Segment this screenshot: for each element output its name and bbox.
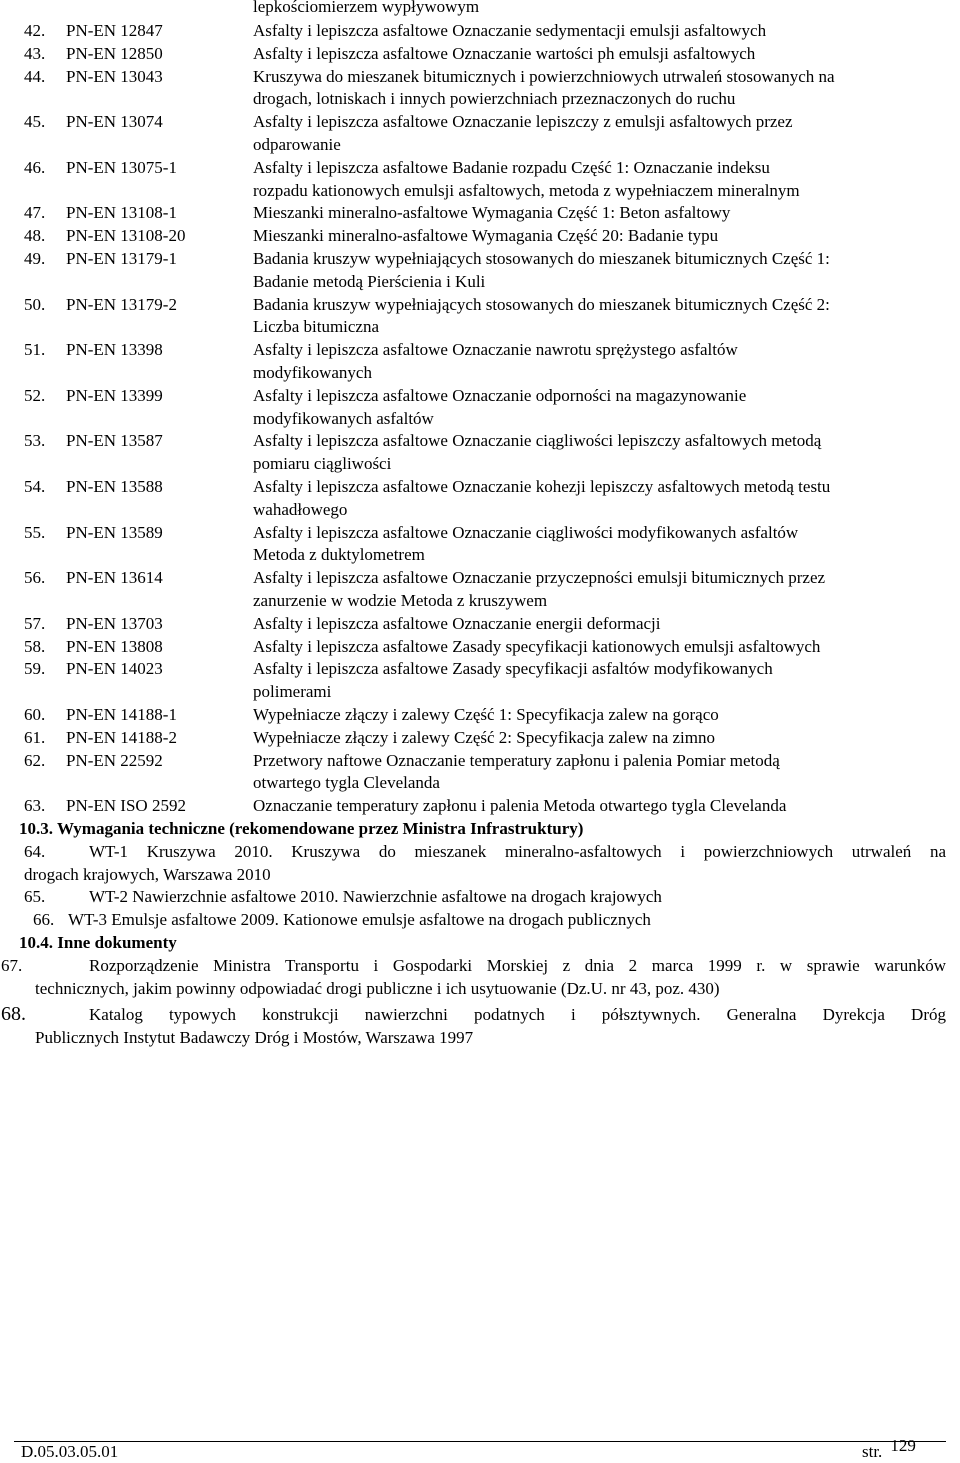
standard-code: PN-EN 14188-1 bbox=[66, 704, 177, 724]
item-number: 67. bbox=[1, 956, 23, 975]
standard-title: modyfikowanych asfaltów bbox=[253, 408, 434, 428]
standard-row bbox=[24, 157, 954, 180]
standard-number: 62. bbox=[24, 750, 46, 770]
standard-row bbox=[24, 339, 954, 362]
item-number: 65. bbox=[24, 887, 46, 906]
standard-row bbox=[24, 20, 954, 43]
standard-code bbox=[66, 316, 253, 339]
standard-number: 46. bbox=[24, 157, 46, 177]
standard-row-continued bbox=[24, 772, 954, 795]
standard-number: 51. bbox=[24, 340, 46, 360]
standard-number: 50. bbox=[24, 294, 46, 314]
standard-number: 61. bbox=[24, 727, 46, 747]
list-item-68 bbox=[1, 1003, 946, 1050]
standard-title: Asfalty i lepiszcza asfaltowe Zasady specyfikacji kationowych emulsji asfaltowych bbox=[253, 636, 821, 656]
standard-code: PN-EN 12847 bbox=[66, 21, 163, 40]
standard-title: Badania kruszyw wypełniających stosowanych do mieszanek bitumicznych Część 2: bbox=[253, 294, 830, 314]
item-text: WT-2 Nawierzchnie asfaltowe 2010. Nawierzchnie asfaltowe na drogach krajowych bbox=[89, 887, 662, 906]
standard-code bbox=[66, 772, 253, 795]
standard-code: PN-EN 13703 bbox=[66, 613, 163, 633]
standard-row bbox=[24, 111, 954, 134]
standard-title: Asfalty i lepiszcza asfaltowe Oznaczanie sedymentacji emulsji asfaltowych bbox=[253, 21, 767, 40]
list-item-67 bbox=[1, 955, 946, 1001]
standard-code bbox=[66, 134, 253, 157]
item-text-continued: Publicznych Instytut Badawczy Dróg i Mostów, Warszawa 1997 bbox=[35, 1027, 474, 1047]
standard-number bbox=[24, 88, 66, 111]
standard-row-continued bbox=[24, 590, 954, 613]
standard-row bbox=[24, 658, 954, 681]
standard-number bbox=[24, 499, 66, 522]
standard-number bbox=[24, 408, 66, 431]
standard-title: Asfalty i lepiszcza asfaltowe Oznaczanie przyczepności emulsji bitumicznych przez bbox=[253, 568, 826, 588]
item-text: WT-1 Kruszywa 2010. Kruszywa do mieszanek mineralno-asfaltowych i powierzchniowych utrwaleń na bbox=[89, 842, 946, 861]
item-number: 64. bbox=[24, 842, 46, 861]
item-text: Rozporządzenie Ministra Transportu i Gospodarki Morskiej z dnia 2 marca 1999 r. w sprawie warunków bbox=[89, 956, 946, 975]
standard-row bbox=[24, 248, 954, 271]
standard-row-continued bbox=[24, 453, 954, 476]
standard-row bbox=[24, 567, 954, 590]
standard-code bbox=[66, 590, 253, 613]
list-item-64 bbox=[24, 841, 946, 886]
standard-code: PN-EN 13589 bbox=[66, 522, 163, 542]
standard-title: Asfalty i lepiszcza asfaltowe Oznaczanie ciągliwości lepiszczy asfaltowych metodą bbox=[253, 431, 822, 451]
standard-number: 55. bbox=[24, 522, 46, 542]
page-label: str. bbox=[862, 1442, 883, 1461]
standard-row bbox=[24, 476, 954, 499]
standard-number: 63. bbox=[24, 796, 46, 816]
standard-title: Asfalty i lepiszcza asfaltowe Oznaczanie energii deformacji bbox=[253, 613, 661, 633]
standard-title: Asfalty i lepiszcza asfaltowe Oznaczanie nawrotu sprężystego asfaltów bbox=[253, 340, 738, 360]
item-text: Katalog typowych konstrukcji nawierzchni podatnych i półsztywnych. Generalna Dyrekcja Dróg bbox=[89, 1005, 946, 1024]
standard-row-continued bbox=[24, 408, 954, 431]
standard-row-continued bbox=[24, 88, 954, 111]
standard-row bbox=[24, 385, 954, 408]
standard-title: Asfalty i lepiszcza asfaltowe Oznaczanie kohezji lepiszczy asfaltowych metodą testu bbox=[253, 476, 831, 496]
footer-doc-code: D.05.03.05.01 bbox=[21, 1442, 119, 1461]
footer-rule bbox=[14, 1441, 946, 1442]
standard-row bbox=[24, 704, 954, 727]
standard-code: PN-EN 13074 bbox=[66, 112, 163, 132]
standard-row bbox=[24, 613, 954, 636]
standard-title: Oznaczanie temperatury zapłonu i palenia Metoda otwartego tygla Clevelanda bbox=[253, 796, 787, 816]
standard-number bbox=[24, 362, 66, 385]
standard-row bbox=[24, 636, 954, 659]
standard-code: PN-EN 13808 bbox=[66, 636, 163, 656]
item-text-continued: drogach krajowych, Warszawa 2010 bbox=[24, 864, 271, 884]
standard-number: 53. bbox=[24, 431, 46, 451]
standard-code bbox=[66, 544, 253, 567]
standard-code: PN-EN 13587 bbox=[66, 431, 163, 451]
standard-number bbox=[24, 681, 66, 704]
section-heading-other: 10.4. Inne dokumenty bbox=[19, 933, 177, 952]
standard-title: Asfalty i lepiszcza asfaltowe Oznaczanie lepiszczy z emulsji asfaltowych przez bbox=[253, 112, 793, 132]
standard-title: Badanie metodą Pierścienia i Kuli bbox=[253, 271, 486, 291]
standard-number: 42. bbox=[24, 21, 46, 40]
list-item-66 bbox=[24, 909, 946, 932]
standard-code: PN-EN 14023 bbox=[66, 659, 163, 679]
standard-code bbox=[66, 180, 253, 203]
standard-number bbox=[24, 180, 66, 203]
standard-code: PN-EN 14188-2 bbox=[66, 727, 177, 747]
standard-number: 56. bbox=[24, 568, 46, 588]
standard-number: 45. bbox=[24, 112, 46, 132]
standard-row bbox=[24, 430, 954, 453]
standard-code: PN-EN 13108-1 bbox=[66, 203, 177, 223]
standard-code: PN-EN 13108-20 bbox=[66, 226, 186, 246]
standard-code bbox=[66, 362, 253, 385]
standard-row-continued bbox=[24, 180, 954, 203]
standards-list bbox=[24, 20, 954, 818]
standard-title: Wypełniacze złączy i zalewy Część 1: Specyfikacja zalew na gorąco bbox=[253, 704, 719, 724]
standard-title: odparowanie bbox=[253, 134, 341, 154]
standard-code: PN-EN 13179-1 bbox=[66, 248, 177, 268]
standard-number: 59. bbox=[24, 659, 46, 679]
standard-title: Mieszanki mineralno-asfaltowe Wymagania Część 1: Beton asfaltowy bbox=[253, 203, 731, 223]
standard-row-continued bbox=[24, 316, 954, 339]
section-heading-technical: 10.3. Wymagania techniczne (rekomendowane przez Ministra Infrastruktury) bbox=[19, 819, 584, 838]
standard-code: PN-EN ISO 2592 bbox=[66, 796, 186, 816]
standard-row-continued bbox=[24, 362, 954, 385]
standard-title: wahadłowego bbox=[253, 499, 348, 519]
list-item-65 bbox=[24, 886, 946, 909]
standard-number: 48. bbox=[24, 226, 46, 246]
item-text: WT-3 Emulsje asfaltowe 2009. Kationowe emulsje asfaltowe na drogach publicznych bbox=[68, 910, 651, 929]
standard-row bbox=[24, 522, 954, 545]
standard-title: Przetwory naftowe Oznaczanie temperatury zapłonu i palenia Pomiar metodą bbox=[253, 750, 780, 770]
continuation-line: lepkościomierzem wypływowym bbox=[253, 0, 480, 16]
standard-number bbox=[24, 316, 66, 339]
standard-number: 49. bbox=[24, 248, 46, 268]
standard-title: modyfikowanych bbox=[253, 362, 372, 382]
standard-code bbox=[66, 499, 253, 522]
standard-row-continued bbox=[24, 681, 954, 704]
standard-row-continued bbox=[24, 271, 954, 294]
standard-row-continued bbox=[24, 134, 954, 157]
standard-code: PN-EN 13179-2 bbox=[66, 294, 177, 314]
standard-code: PN-EN 13399 bbox=[66, 385, 163, 405]
standard-title: Wypełniacze złączy i zalewy Część 2: Specyfikacja zalew na zimno bbox=[253, 727, 715, 747]
standard-number: 54. bbox=[24, 476, 46, 496]
standard-row bbox=[24, 294, 954, 317]
standard-row-continued bbox=[24, 499, 954, 522]
standard-row-continued bbox=[24, 544, 954, 567]
standard-number: 58. bbox=[24, 636, 46, 656]
standard-code bbox=[66, 408, 253, 431]
standard-number: 47. bbox=[24, 203, 46, 223]
standard-title: Kruszywa do mieszanek bitumicznych i powierzchniowych utrwaleń stosowanych na bbox=[253, 66, 835, 86]
standard-title: pomiaru ciągliwości bbox=[253, 454, 392, 474]
standard-code bbox=[66, 453, 253, 476]
standard-number bbox=[24, 134, 66, 157]
standard-title: Asfalty i lepiszcza asfaltowe Oznaczanie ciągliwości modyfikowanych asfaltów bbox=[253, 522, 799, 542]
standard-title: Asfalty i lepiszcza asfaltowe Oznaczanie wartości ph emulsji asfaltowych bbox=[253, 43, 756, 63]
standard-code: PN-EN 13588 bbox=[66, 476, 163, 496]
standard-row bbox=[24, 795, 954, 818]
standard-title: polimerami bbox=[253, 682, 332, 702]
standard-row bbox=[24, 225, 954, 248]
standard-title: Asfalty i lepiszcza asfaltowe Zasady specyfikacji asfaltów modyfikowanych bbox=[253, 659, 773, 679]
item-text-continued: technicznych, jakim powinny odpowiadać drogi publiczne i ich usytuowanie (Dz.U. nr 43, poz. 430) bbox=[35, 978, 720, 998]
standard-code bbox=[66, 681, 253, 704]
standard-title: Liczba bitumiczna bbox=[253, 317, 380, 337]
standard-row bbox=[24, 202, 954, 225]
standard-title: zanurzenie w wodzie Metoda z kruszywem bbox=[253, 590, 548, 610]
standard-title: Metoda z duktylometrem bbox=[253, 545, 425, 565]
standard-title: drogach, lotniskach i innych powierzchniach przeznaczonych do ruchu bbox=[253, 89, 736, 109]
item-number: 66. bbox=[33, 910, 55, 929]
standard-code: PN-EN 13043 bbox=[66, 66, 163, 86]
standard-title: otwartego tygla Clevelanda bbox=[253, 773, 440, 793]
standard-row bbox=[24, 66, 954, 89]
standard-number: 57. bbox=[24, 613, 46, 633]
standard-code: PN-EN 13614 bbox=[66, 568, 163, 588]
standard-title: Asfalty i lepiszcza asfaltowe Badanie rozpadu Część 1: Oznaczanie indeksu bbox=[253, 157, 770, 177]
standard-code: PN-EN 22592 bbox=[66, 750, 163, 770]
standard-code: PN-EN 13398 bbox=[66, 340, 163, 360]
standard-row bbox=[24, 43, 954, 66]
standard-number: 44. bbox=[24, 66, 46, 86]
standard-row bbox=[24, 750, 954, 773]
standard-row bbox=[24, 727, 954, 750]
standard-number bbox=[24, 590, 66, 613]
standard-code: PN-EN 12850 bbox=[66, 43, 163, 63]
standard-title: Asfalty i lepiszcza asfaltowe Oznaczanie odporności na magazynowanie bbox=[253, 385, 747, 405]
standard-code bbox=[66, 271, 253, 294]
standard-code: PN-EN 13075-1 bbox=[66, 157, 177, 177]
item-number: 68. bbox=[1, 1003, 26, 1025]
footer-page bbox=[862, 1436, 916, 1461]
standard-number: 60. bbox=[24, 704, 46, 724]
standard-title: rozpadu kationowych emulsji asfaltowych, metoda z wypełniaczem mineralnym bbox=[253, 180, 800, 200]
page-number: 129 bbox=[890, 1436, 916, 1455]
standard-title: Mieszanki mineralno-asfaltowe Wymagania Część 20: Badanie typu bbox=[253, 226, 719, 246]
standard-number bbox=[24, 544, 66, 567]
standard-number: 43. bbox=[24, 43, 46, 63]
standard-title: Badania kruszyw wypełniających stosowanych do mieszanek bitumicznych Część 1: bbox=[253, 248, 830, 268]
standard-number bbox=[24, 453, 66, 476]
standard-code bbox=[66, 88, 253, 111]
standard-number bbox=[24, 271, 66, 294]
standard-number: 52. bbox=[24, 385, 46, 405]
standard-number bbox=[24, 772, 66, 795]
